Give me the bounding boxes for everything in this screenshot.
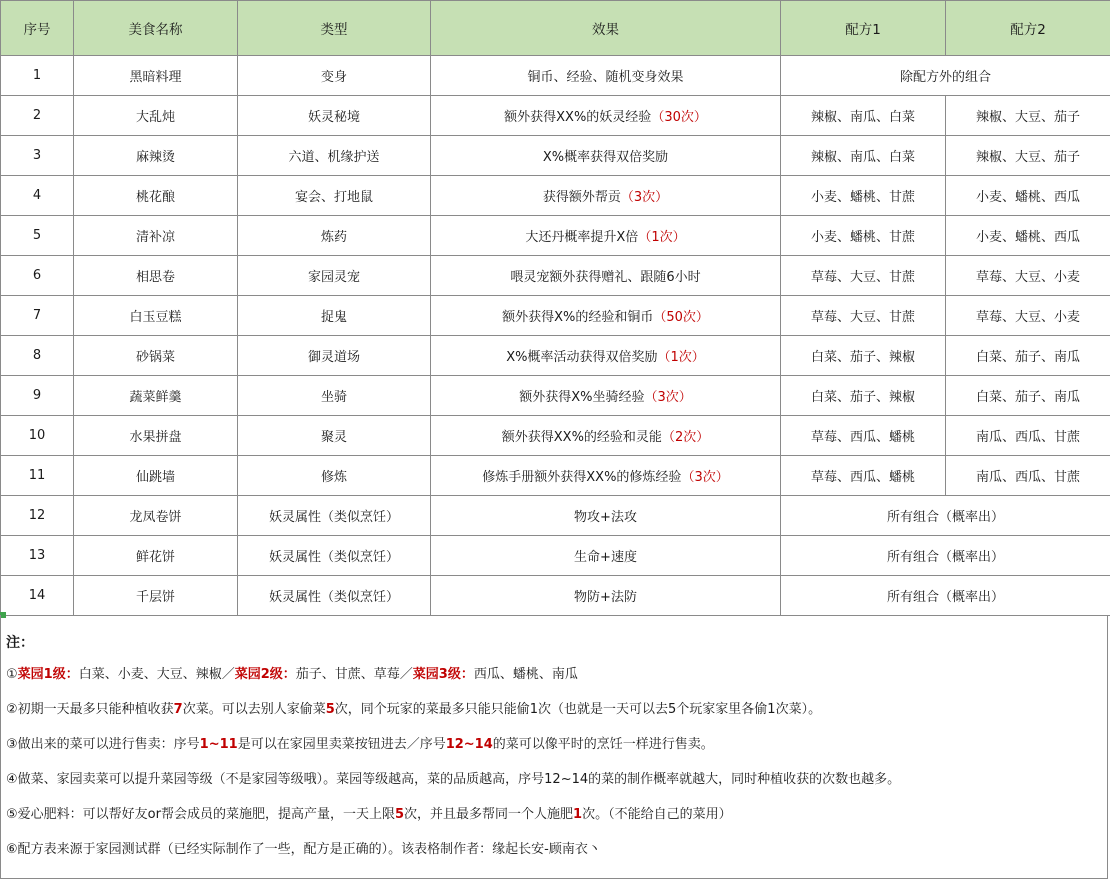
cell-type: 坐骑 (238, 376, 431, 416)
table-row (1, 496, 1110, 536)
cell-recipe1: 辣椒、南瓜、白菜 (781, 136, 946, 176)
effect-text: 额外获得XX%的经验和灵能 (501, 430, 662, 445)
cell-recipe2: 小麦、蟠桃、西瓜 (946, 176, 1110, 216)
cell-recipe2: 白菜、茄子、南瓜 (946, 376, 1110, 416)
cell-name: 白玉豆糕 (74, 296, 238, 336)
effect-text: 额外获得X%的经验和铜币 (502, 310, 654, 325)
note-3-range-2: 12~14 (445, 737, 493, 752)
note-1-garden-level1: 菜园1级： (17, 667, 79, 682)
cell-effect (431, 96, 781, 136)
note-4: ④做菜、家园卖菜可以提升菜园等级（不是家园等级哦）。菜园等级越高，菜的品质越高，序号12~14的菜的制作概率就越大，同时种植收获的次数也越多。 (6, 772, 901, 787)
table-row (1, 96, 1110, 136)
header-no: 序号 (1, 1, 74, 56)
header-type: 类型 (238, 1, 431, 56)
note-2-part-a: ②初期一天最多只能种植收获 (6, 702, 174, 717)
cell-name: 黑暗料理 (74, 56, 238, 96)
cell-name: 大乱炖 (74, 96, 238, 136)
note-5-per-person-limit: 1 (573, 807, 583, 822)
header-recipe2: 配方2 (946, 1, 1110, 56)
cell-recipe1: 草莓、西瓜、蟠桃 (781, 416, 946, 456)
cell-effect (431, 416, 781, 456)
cell-type: 妖灵秘境 (238, 96, 431, 136)
cell-recipe1: 辣椒、南瓜、白菜 (781, 96, 946, 136)
cell-type: 家园灵宠 (238, 256, 431, 296)
cell-recipe2: 草莓、大豆、小麦 (946, 256, 1110, 296)
cell-recipe2: 辣椒、大豆、茄子 (946, 136, 1110, 176)
cell-recipe2: 南瓜、西瓜、甘蔗 (946, 416, 1110, 456)
effect-text: 生命+速度 (574, 550, 637, 565)
cell-recipe1: 草莓、大豆、甘蔗 (781, 296, 946, 336)
effect-uses: （30次） (651, 110, 707, 125)
table-row (1, 216, 1110, 256)
cell-recipe2: 辣椒、大豆、茄子 (946, 96, 1110, 136)
cell-recipe1: 草莓、大豆、甘蔗 (781, 256, 946, 296)
cell-effect (431, 176, 781, 216)
table-row (1, 256, 1110, 296)
note-3-range-1: 1~11 (199, 737, 238, 752)
note-5-part-b: 次，并且最多帮同一个人施肥 (404, 807, 574, 822)
cell-effect (431, 216, 781, 256)
cell-type: 炼药 (238, 216, 431, 256)
cell-no: 3 (1, 136, 74, 176)
cell-recipe2: 草莓、大豆、小麦 (946, 296, 1110, 336)
effect-text: 获得额外帮贡 (542, 190, 621, 205)
cell-recipe2: 小麦、蟠桃、西瓜 (946, 216, 1110, 256)
note-2-part-b: 次菜。可以去别人家偷菜 (182, 702, 326, 717)
cell-recipe2: 南瓜、西瓜、甘蔗 (946, 456, 1110, 496)
cell-type: 六道、机缘护送 (238, 136, 431, 176)
cell-name: 龙凤卷饼 (74, 496, 238, 536)
header-recipe1: 配方1 (781, 1, 946, 56)
effect-text: 喂灵宠额外获得赠礼、跟随6小时 (510, 270, 701, 285)
cell-effect (431, 536, 781, 576)
notes-section (0, 615, 1108, 879)
note-1-garden-level3: 菜园3级： (412, 667, 474, 682)
note-3-part-b: 是可以在家园里卖菜按钮进去／序号 (237, 737, 446, 752)
note-5-part-c: 次。（不能给自己的菜用） (582, 807, 732, 822)
note-6: ⑥配方表来源于家园测试群（已经实际制作了一些，配方是正确的）。该表格制作者：缘起长安-顾南衣丶 (6, 842, 601, 857)
note-3-part-a: ③做出来的菜可以进行售卖：序号 (6, 737, 200, 752)
cell-effect (431, 296, 781, 336)
header-name: 美食名称 (74, 1, 238, 56)
cell-recipe2: 白菜、茄子、南瓜 (946, 336, 1110, 376)
cell-recipe1: 小麦、蟠桃、甘蔗 (781, 176, 946, 216)
cell-no: 1 (1, 56, 74, 96)
cell-type: 宴会、打地鼠 (238, 176, 431, 216)
effect-text: X%概率活动获得双倍奖励 (506, 350, 658, 365)
cell-recipe-combined: 所有组合（概率出） (781, 576, 1110, 616)
note-2-steal-limit: 5 (325, 702, 335, 717)
cell-type: 妖灵属性（类似烹饪） (238, 496, 431, 536)
cell-name: 千层饼 (74, 576, 238, 616)
cell-name: 水果拼盘 (74, 416, 238, 456)
cell-effect (431, 136, 781, 176)
cell-type: 变身 (238, 56, 431, 96)
cell-name: 鲜花饼 (74, 536, 238, 576)
cell-recipe-combined: 所有组合（概率出） (781, 536, 1110, 576)
cell-no: 5 (1, 216, 74, 256)
note-3 (6, 736, 1107, 754)
cell-effect (431, 576, 781, 616)
note-1 (6, 666, 1107, 684)
table-row (1, 576, 1110, 616)
cell-no: 11 (1, 456, 74, 496)
cell-no: 9 (1, 376, 74, 416)
effect-text: 铜币、经验、随机变身效果 (527, 70, 684, 85)
note-5-daily-limit: 5 (394, 807, 404, 822)
note-2 (6, 701, 1107, 719)
effect-uses: （3次） (644, 390, 692, 405)
table-header-row (1, 1, 1110, 56)
cell-effect (431, 256, 781, 296)
table-row (1, 416, 1110, 456)
cell-recipe-combined: 所有组合（概率出） (781, 496, 1110, 536)
cell-no: 6 (1, 256, 74, 296)
note-1-level3-crops: 西瓜、蟠桃、南瓜 (473, 667, 578, 682)
cell-recipe1: 草莓、西瓜、蟠桃 (781, 456, 946, 496)
cell-recipe1: 白菜、茄子、辣椒 (781, 336, 946, 376)
note-5-part-a: ⑤爱心肥料：可以帮好友or帮会成员的菜施肥，提高产量，一天上限 (6, 807, 395, 822)
effect-text: X%概率获得双倍奖励 (542, 150, 669, 165)
table-row (1, 536, 1110, 576)
cell-type: 捉鬼 (238, 296, 431, 336)
note-5 (6, 806, 1107, 824)
cell-no: 8 (1, 336, 74, 376)
effect-uses: （3次） (681, 470, 729, 485)
cell-type: 聚灵 (238, 416, 431, 456)
cell-name: 桃花酿 (74, 176, 238, 216)
cell-recipe1: 小麦、蟠桃、甘蔗 (781, 216, 946, 256)
cell-name: 麻辣烫 (74, 136, 238, 176)
cell-type: 修炼 (238, 456, 431, 496)
table-row (1, 296, 1110, 336)
cell-type: 妖灵属性（类似烹饪） (238, 536, 431, 576)
cell-no: 2 (1, 96, 74, 136)
cell-effect (431, 376, 781, 416)
cell-effect (431, 456, 781, 496)
cell-effect (431, 56, 781, 96)
notes-title: 注： (6, 635, 34, 651)
table-row (1, 136, 1110, 176)
table-row (1, 456, 1110, 496)
effect-uses: （3次） (620, 190, 669, 205)
note-3-part-c: 的菜可以像平时的烹饪一样进行售卖。 (492, 737, 714, 752)
table-row (1, 56, 1110, 96)
cell-no: 4 (1, 176, 74, 216)
effect-text: 物攻+法攻 (574, 510, 637, 525)
cell-type: 御灵道场 (238, 336, 431, 376)
effect-text: 修炼手册额外获得XX%的修炼经验 (482, 470, 682, 485)
effect-uses: （50次） (653, 310, 709, 325)
effect-uses: （1次） (657, 350, 705, 365)
header-effect: 效果 (431, 1, 781, 56)
note-2-harvest-limit: 7 (173, 702, 183, 717)
effect-uses: （1次） (638, 230, 686, 245)
cell-no: 12 (1, 496, 74, 536)
table-row (1, 336, 1110, 376)
table-row (1, 176, 1110, 216)
cell-type: 妖灵属性（类似烹饪） (238, 576, 431, 616)
cell-no: 14 (1, 576, 74, 616)
cell-name: 砂锅菜 (74, 336, 238, 376)
effect-uses: （2次） (661, 430, 710, 445)
table-row (1, 376, 1110, 416)
effect-text: 大还丹概率提升X倍 (525, 230, 639, 245)
cell-no: 7 (1, 296, 74, 336)
cell-name: 相思卷 (74, 256, 238, 296)
cell-no: 10 (1, 416, 74, 456)
note-1-garden-level2: 菜园2级： (234, 667, 296, 682)
note-1-level2-crops: 茄子、甘蔗、草莓／ (295, 667, 413, 682)
note-1-prefix: ① (6, 667, 18, 682)
cell-effect (431, 336, 781, 376)
cell-name: 蔬菜鲜羹 (74, 376, 238, 416)
cell-name: 仙跳墙 (74, 456, 238, 496)
effect-text: 额外获得X%坐骑经验 (519, 390, 645, 405)
note-1-level1-crops: 白菜、小麦、大豆、辣椒／ (78, 667, 235, 682)
cell-no: 13 (1, 536, 74, 576)
note-2-part-c: 次，同个玩家的菜最多只能只能偷1次（也就是一天可以去5个玩家家里各偷1次菜）。 (334, 702, 822, 717)
cell-recipe-combined: 除配方外的组合 (781, 56, 1110, 96)
cell-name: 清补凉 (74, 216, 238, 256)
effect-text: 额外获得XX%的妖灵经验 (504, 110, 652, 125)
cell-recipe1: 白菜、茄子、辣椒 (781, 376, 946, 416)
cell-effect (431, 496, 781, 536)
effect-text: 物防+法防 (574, 590, 637, 605)
